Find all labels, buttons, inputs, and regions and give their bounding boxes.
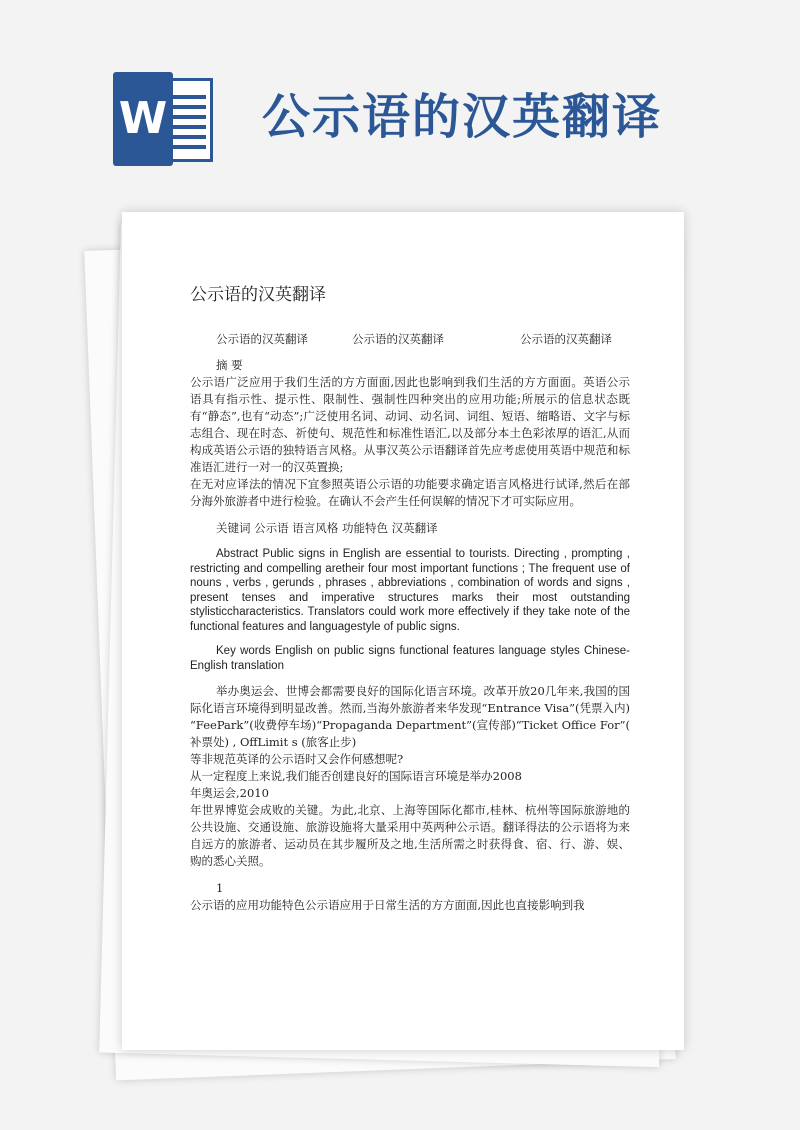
document-heading: 公示语的汉英翻译 [190, 285, 326, 305]
repeated-title: 公示语的汉英翻译 [216, 332, 308, 346]
repeated-titles [190, 331, 630, 347]
body-paragraph: 举办奥运会、世博会都需要良好的国际化语言环境。改革开放20几年来,我国的国际化语言环境得到明显改善。然而,当海外旅游者来华发现“Entrance Visa”(凭票入内) “FeePark”(收费停车场)“Propaganda Department”(宣传部)“Ticket Office For”( 补票处) , OffLimit s (旅客止步) [190, 684, 630, 749]
document-content [190, 280, 630, 914]
body-paragraph: 等非规范英译的公示语时又会作何感想呢? [190, 752, 404, 766]
page-number: 1 [216, 881, 224, 895]
header [0, 0, 800, 200]
body-paragraph: 从一定程度上来说,我们能否创建良好的国际语言环境是举办2008 [190, 769, 522, 783]
document-page [122, 212, 684, 1050]
en-abstract: Abstract Public signs in English are essential to tourists. Directing , prompting , restricting and compelling aretheir four most important functions ; The frequent use of nouns , verbs , gerunds , phrases , abbreviations , combination of words and signs , present tenses and imperative structures marks their most outstanding stylisticcharacteristics. Translators could work more effectively if they take note of the functional features and languagestyle of public signs. [190, 548, 630, 633]
repeated-title: 公示语的汉英翻译 [352, 332, 444, 346]
body-paragraph: 公示语的应用功能特色公示语应用于日常生活的方方面面,因此也直接影响到我 [190, 898, 585, 912]
cn-keywords: 关键词 公示语 语言风格 功能特色 汉英翻译 [216, 521, 438, 535]
word-letter: W [113, 72, 173, 166]
repeated-title: 公示语的汉英翻译 [520, 332, 612, 346]
cn-abstract-paragraph: 公示语广泛应用于我们生活的方方面面,因此也影响到我们生活的方方面面。英语公示语具有指示性、提示性、限制性、强制性四种突出的应用功能;所展示的信息状态既有“静态”,也有“动态”;广泛使用名词、动词、动名词、词组、短语、缩略语、文字与标志组合、现在时态、祈使句、规范性和标准性语汇,以及部分本土色彩浓厚的语汇,从而构成英语公示语的独特语言风格。从事汉英公示语翻译首先应考虑使用英语中规范和标准语汇进行一对一的汉英置换; [190, 375, 630, 474]
page-title: 公示语的汉英翻译 [262, 89, 663, 145]
abstract-label: 摘 要 [216, 358, 243, 372]
body-paragraph: 年世界博览会成败的关键。为此,北京、上海等国际化都市,桂林、杭州等国际旅游地的公共设施、交通设施、旅游设施将大量采用中英两种公示语。翻译得法的公示语将为来自远方的旅游者、运动员在其步履所及之地,生活所需之时获得食、宿、行、游、娱、购的悉心关照。 [190, 803, 630, 868]
word-document-icon [113, 72, 217, 166]
cn-abstract-paragraph: 在无对应译法的情况下宜参照英语公示语的功能要求确定语言风格进行试译,然后在部分海外旅游者中进行检验。在确认不会产生任何误解的情况下才可实际应用。 [190, 477, 630, 508]
en-keywords: Key words English on public signs functional features language styles Chinese- English translation [190, 645, 630, 672]
body-paragraph: 年奥运会,2010 [190, 786, 269, 800]
